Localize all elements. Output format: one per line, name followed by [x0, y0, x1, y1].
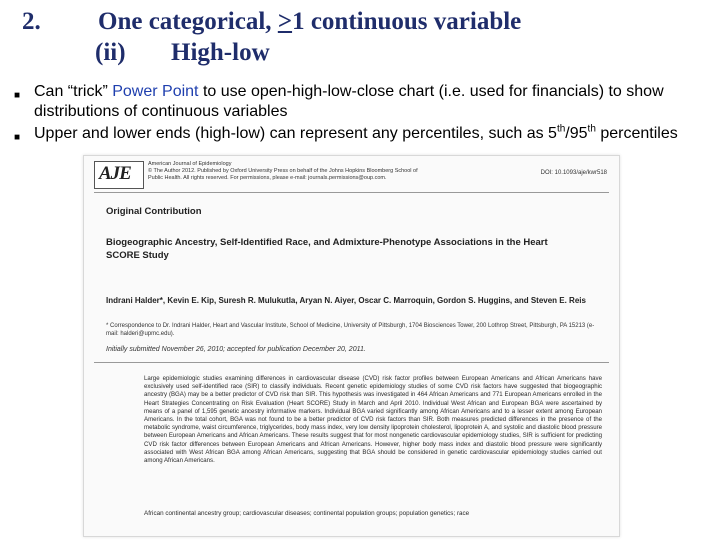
bullet-item	[14, 82, 714, 122]
doi: DOI: 10.1093/aje/kwr518	[540, 170, 607, 176]
bullet-2-sup-1: th	[556, 123, 566, 135]
bullet-1-start: Can “trick”	[34, 83, 113, 100]
bullet-1-end: to use open-high-low-close chart (i.e. used for financials) to show distributions of continuous variables	[34, 83, 664, 120]
abstract-divider	[94, 362, 609, 363]
bullet-list	[14, 82, 714, 150]
submission-dates: Initially submitted November 26, 2010; accepted for publication December 20, 2011.	[106, 346, 366, 353]
rights-line: Public Health. All rights reserved. For permissions, please e-mail: journals.permissions@oup.com.	[148, 175, 387, 181]
sub-number: (ii)	[95, 39, 126, 66]
sub-heading: High-low	[171, 39, 270, 66]
bullet-2-part-a: Upper and lower ends (high-low) can represent any percentiles, such as 5	[34, 125, 557, 142]
slide-title	[22, 6, 521, 68]
header-divider	[94, 192, 609, 193]
bullet-2-part-c: percentiles	[595, 125, 678, 142]
keywords: African continental ancestry group; cardiovascular diseases; continental population groups; population genetics; race	[144, 510, 470, 517]
copyright-line: © The Author 2012. Published by Oxford University Press on behalf of the Johns Hopkins Bloomberg School of	[148, 168, 418, 174]
bullet-square-icon: ■	[14, 90, 21, 101]
bullet-1-accent: Power Point	[112, 83, 199, 100]
bullet-text	[34, 124, 678, 148]
journal-header	[148, 161, 468, 182]
title-line-2	[22, 37, 521, 68]
journal-logo-text: AJE	[99, 163, 131, 184]
section-label: Original Contribution	[106, 206, 202, 217]
abstract: Large epidemiologic studies examining differences in cardiovascular disease (CVD) risk factor profiles between European Americans and African Americans have exclusively used self-identified race (SIR) to classify individuals. Recent genetic epidemiology studies of some CVD risk factors have suggested that biogeographic ancestry (BGA) may be a better predictor of CVD risk than SIR. This hypothesis was investigated in 464 African Americans and 771 European Americans enrolled in the Heart Strategies Concentrating on Risk Evaluation (Heart SCORE) Study in March and April 2010. Individual West African and European BGA were ascertained by means of a panel of 1,595 genetic ancestry informative markers. Individual BGA varied significantly among African Americans and to a lesser extent among European Americans. In the total cohort, BGA was not found to be a better predictor of CVD risk factors than SIR. Both measures predicted differences in the presence of the metabolic syndrome, waist circumference, triglycerides, body mass index, very low density lipoprotein cholesterol, lipoprotein A, and systolic and diastolic blood pressure between European Americans and African Americans. These results suggest that for most nongenetic cardiovascular epidemiology studies, SIR is sufficient for predicting CVD risk factor differences between European Americans and African Americans. However, higher body mass index and diastolic blood pressure were significantly associated with West African BGA among African Americans, suggesting that BGA should be considered in genetic cardiovascular epidemiology studies carried out among African Americans.	[144, 375, 602, 465]
bullet-square-icon: ■	[14, 132, 21, 143]
journal-logo	[94, 161, 144, 189]
bullet-item	[14, 124, 714, 148]
author-list: Indrani Halder*, Kevin E. Kip, Suresh R. Mulukutla, Aryan N. Aiyer, Oscar C. Marroquin, Gordon S. Huggins, and Steven E. Reis	[106, 296, 586, 305]
bullet-text	[34, 82, 714, 122]
correspondence: * Correspondence to Dr. Indrani Halder, Heart and Vascular Institute, School of Medicine, University of Pittsburgh, 1704 Biosciences Tower, 200 Lothrop Street, Pittsburgh, PA 15213 (e-mail: halderi@upmc.edu).	[106, 323, 595, 337]
bullet-2-part-b: /95	[565, 125, 588, 142]
title-line-1	[22, 6, 521, 37]
heading-part-1: One categorical,	[98, 8, 278, 35]
slide-number: 2.	[22, 8, 41, 35]
paper-title: Biogeographic Ancestry, Self-Identified Race, and Admixture-Phenotype Associations in the Heart SCORE Study	[106, 237, 548, 261]
bullet-2-sup-2: th	[587, 123, 596, 135]
heading-part-2: 1 continuous variable	[292, 8, 522, 35]
journal-name: American Journal of Epidemiology	[148, 161, 232, 167]
heading-underlined: >	[277, 8, 293, 35]
paper-screenshot	[83, 155, 620, 537]
